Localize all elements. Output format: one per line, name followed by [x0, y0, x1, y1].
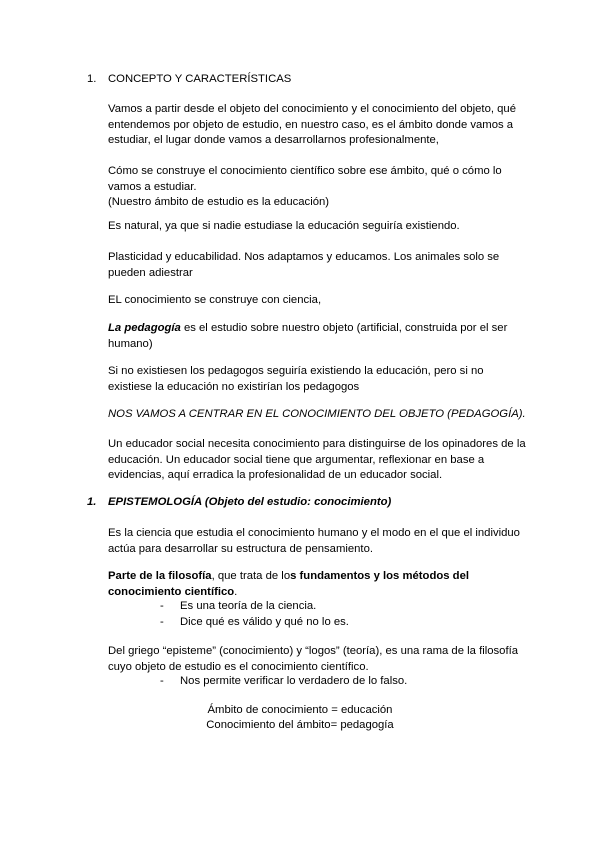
paragraph-text: es el estudio sobre nuestro objeto (artificial, construida por el ser humano) — [108, 322, 508, 350]
list-item — [160, 615, 349, 631]
list-item — [160, 599, 316, 615]
list-item — [160, 674, 407, 690]
bullet-dash: - — [160, 675, 164, 687]
list-item-text: Nos permite verificar lo verdadero de lo falso. — [180, 675, 408, 687]
paragraph — [108, 569, 528, 600]
bullet-dash: - — [160, 616, 164, 628]
paragraph-emphasis: NOS VAMOS A CENTRAR EN EL CONOCIMIENTO DEL OBJETO (PEDAGOGÍA). — [108, 408, 526, 420]
section-title: CONCEPTO Y CARACTERÍSTICAS — [108, 73, 292, 85]
paragraph-text: , que trata de lo — [211, 570, 291, 582]
pedagogia-term: La pedagogía — [108, 322, 181, 334]
section-heading-concepto — [87, 72, 291, 88]
paragraph: EL conocimiento se construye con ciencia, — [108, 294, 322, 306]
paragraph-line: Cómo se construye el conocimiento científico sobre ese ámbito, qué o cómo lo vamos a estudiar. — [108, 165, 502, 193]
paragraph: Es la ciencia que estudia el conocimiento humano y el modo en el que el individuo actúa para desarrollar su estructura de pensamiento. — [108, 527, 520, 555]
section-number: 1. — [87, 73, 97, 85]
paragraph: Es natural, ya que si nadie estudiase la educación seguiría existiendo. — [108, 220, 460, 232]
bold-text: Parte de la filosofía — [108, 570, 212, 582]
equation-line: Conocimiento del ámbito= pedagogía — [206, 719, 394, 731]
paragraph: Del griego “episteme” (conocimiento) y “logos” (teoría), es una rama de la filosofía cuyo objeto de estudio es el conocimiento científico. — [108, 645, 519, 673]
paragraph-line: (Nuestro ámbito de estudio es la educación) — [108, 196, 330, 208]
paragraph: Un educador social necesita conocimiento para distinguirse de los opinadores de la educación. Un educador social tiene que argumentar, reflexionar en base a evidencias, aquí erradica la profesionalidad de un educador social. — [108, 438, 526, 481]
paragraph — [108, 164, 528, 211]
section-title: EPISTEMOLOGÍA (Objeto del estudio: conocimiento) — [108, 496, 392, 508]
bold-text: s fundamentos y los métodos del conocimiento científico — [108, 570, 470, 598]
list-item-text: Es una teoría de la ciencia. — [180, 600, 317, 612]
equation-line: Ámbito de conocimiento = educación — [207, 704, 393, 716]
section-number: 1. — [87, 496, 97, 508]
section-heading-epistemologia — [87, 495, 391, 511]
paragraph — [108, 321, 528, 352]
list-item-text: Dice qué es válido y qué no lo es. — [180, 616, 349, 628]
paragraph: Plasticidad y educabilidad. Nos adaptamos y educamos. Los animales solo se pueden adiestrar — [108, 251, 500, 279]
bullet-dash: - — [160, 600, 164, 612]
paragraph: Vamos a partir desde el objeto del conocimiento y el conocimiento del objeto, qué entendemos por objeto de estudio, en nuestro caso, es el ámbito donde vamos a estudiar, el lugar donde vamos a desarrollarnos profesionalmente, — [108, 103, 516, 146]
paragraph: Si no existiesen los pedagogos seguiría existiendo la educación, pero si no existiese la educación no existirían los pedagogos — [108, 365, 484, 393]
paragraph-text: . — [234, 585, 238, 598]
